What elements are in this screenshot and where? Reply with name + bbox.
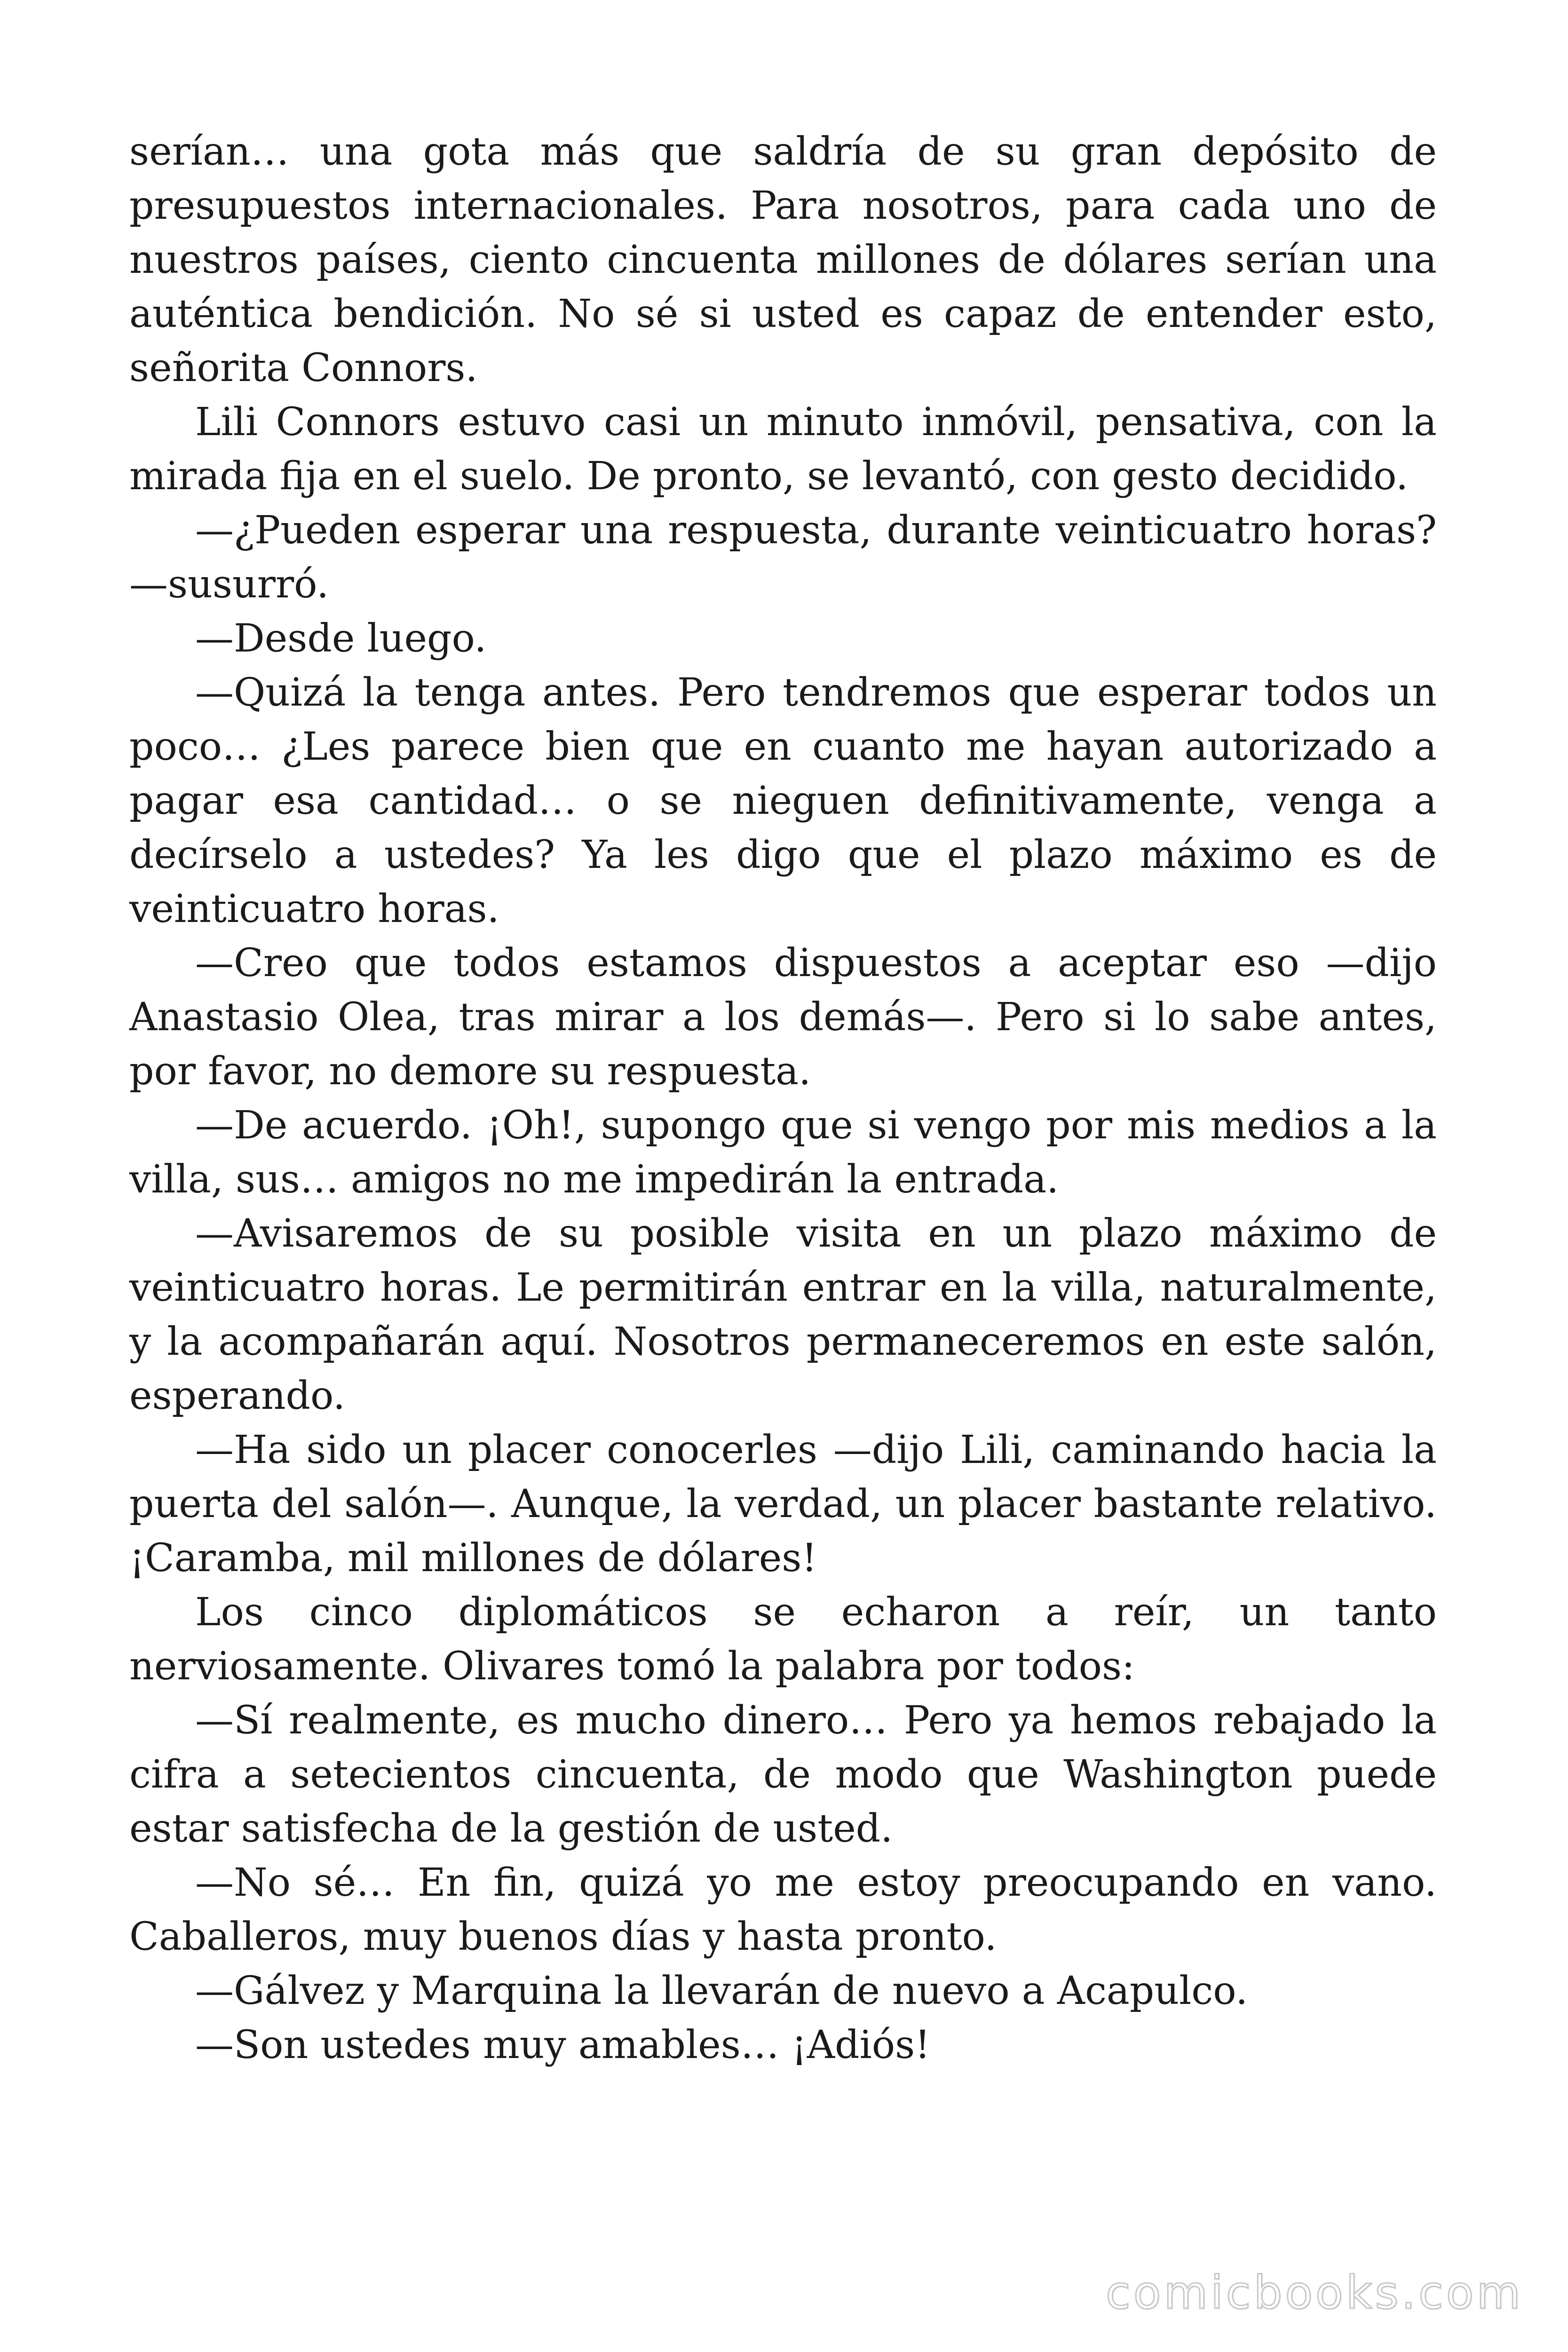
paragraph: Lili Connors estuvo casi un minuto inmóvil, pensativa, con la mirada fija en el suelo. De pronto, se levantó, con gesto decidido. [129, 400, 1437, 499]
paragraph: —¿Pueden esperar una respuesta, durante veinticuatro horas? —susurró. [129, 508, 1437, 607]
paragraph: Los cinco diplomáticos se echaron a reír, un tanto nerviosamente. Olivares tomó la palabra por todos: [129, 1590, 1437, 1689]
paragraph: —Gálvez y Marquina la llevarán de nuevo a Acapulco. [195, 1969, 1248, 2013]
watermark: comicbooks.com [1105, 2266, 1523, 2319]
paragraph: serían… una gota más que saldría de su gran depósito de presupuestos internacionales. Para nosotros, para cada uno de nuestros países, ciento cincuenta millones de dólares serían una auténtica bendición. No sé si usted es capaz de entender esto, señorita Connors. [129, 129, 1437, 390]
paragraph: —Desde luego. [195, 616, 487, 661]
paragraph: —Avisaremos de su posible visita en un plazo máximo de veinticuatro horas. Le permitirán entrar en la villa, naturalmente, y la acompañarán aquí. Nosotros permaneceremos en este salón, esperando. [129, 1211, 1437, 1418]
paragraph: —Son ustedes muy amables… ¡Adiós! [195, 2023, 931, 2067]
paragraph: —No sé… En fin, quizá yo me estoy preocupando en vano. Caballeros, muy buenos días y hasta pronto. [129, 1860, 1437, 1959]
paragraph: —Ha sido un placer conocerles —dijo Lili, caminando hacia la puerta del salón—. Aunque, la verdad, un placer bastante relativo. ¡Caramba, mil millones de dólares! [129, 1428, 1437, 1581]
paragraph: —De acuerdo. ¡Oh!, supongo que si vengo por mis medios a la villa, sus… amigos no me impedirán la entrada. [129, 1103, 1437, 1202]
paragraph: —Quizá la tenga antes. Pero tendremos que esperar todos un poco… ¿Les parece bien que en cuanto me hayan autorizado a pagar esa cantidad… o se nieguen definitivamente, venga a decírselo a ustedes? Ya les digo que el plazo máximo es de veinticuatro horas. [129, 670, 1437, 931]
body-text [129, 125, 1437, 2072]
paragraph: —Sí realmente, es mucho dinero… Pero ya hemos rebajado la cifra a setecientos cincuenta, de modo que Washington puede estar satisfecha de la gestión de usted. [129, 1698, 1437, 1851]
paragraph: —Creo que todos estamos dispuestos a aceptar eso —dijo Anastasio Olea, tras mirar a los demás—. Pero si lo sabe antes, por favor, no demore su respuesta. [129, 941, 1437, 1094]
